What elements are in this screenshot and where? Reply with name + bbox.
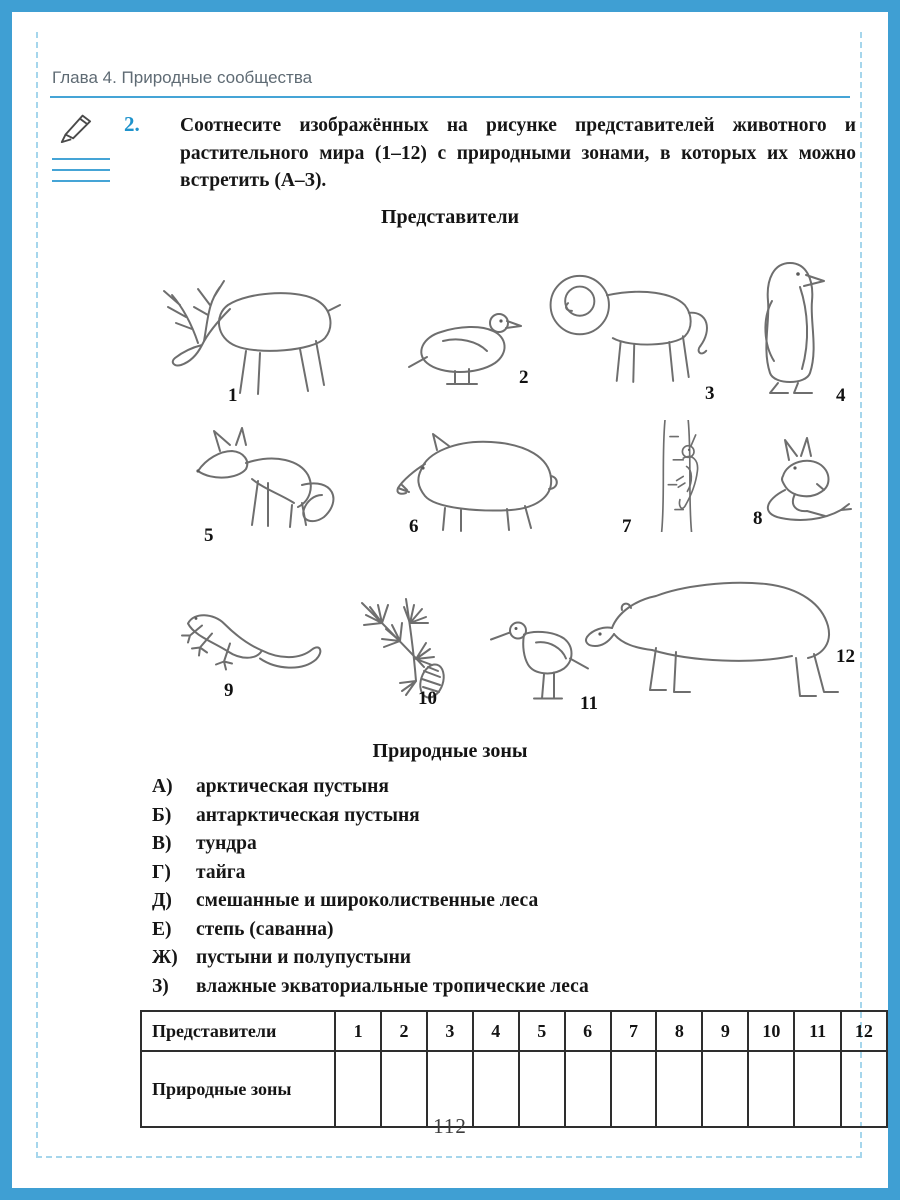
answer-col-8: 8 — [656, 1011, 702, 1051]
zone-label: смешанные и широколиственные леса — [196, 890, 539, 911]
header-rule — [50, 96, 850, 98]
figure-number: 10 — [418, 688, 437, 709]
answer-col-5: 5 — [519, 1011, 565, 1051]
page-number: 112 — [433, 1114, 467, 1138]
lizard-illustration — [172, 598, 327, 696]
lion-illustration — [535, 245, 715, 405]
answer-col-11: 11 — [794, 1011, 840, 1051]
zone-label: тайга — [196, 861, 246, 883]
polar-bear-illustration — [578, 528, 846, 716]
representatives-title: Представители — [380, 206, 520, 228]
answer-table-row1-header: Представители — [141, 1011, 335, 1051]
figure-number: 1 — [228, 385, 238, 406]
task-number: 2. — [124, 112, 140, 136]
zone-letter: Е) — [152, 918, 172, 940]
figure-number: 5 — [204, 525, 214, 546]
zone-letter: В) — [152, 833, 172, 854]
zone-item — [152, 833, 852, 862]
zone-label: арктическая пустыня — [196, 776, 389, 797]
zone-item — [152, 805, 852, 834]
zones-list — [152, 776, 852, 1004]
zone-item — [152, 776, 852, 805]
zone-item — [152, 890, 852, 919]
zone-letter: З) — [152, 975, 169, 997]
figure-number: 2 — [519, 367, 529, 388]
book-page — [12, 12, 888, 1188]
ptarmigan-illustration — [395, 305, 535, 393]
figure-ptarmigan — [395, 305, 535, 393]
figure-wild-boar — [385, 412, 565, 537]
fox-illustration — [178, 425, 343, 545]
zone-letter: Ж) — [152, 947, 178, 968]
margin-ruled-lines-icon — [52, 158, 110, 191]
zones-title: Природные зоны — [372, 740, 528, 762]
zone-letter: Г) — [152, 861, 171, 883]
figure-number: 11 — [580, 693, 598, 714]
zone-label: степь (саванна) — [196, 918, 334, 940]
chapter-header: Глава 4. Природные сообщества — [52, 68, 313, 87]
figure-number: 4 — [836, 385, 846, 406]
figure-woodpecker — [622, 420, 727, 537]
zone-item — [152, 919, 852, 948]
zone-letter: Д) — [152, 890, 172, 911]
figure-penguin — [738, 253, 846, 405]
figure-reindeer — [150, 255, 380, 405]
zone-label: антарктическая пустыня — [196, 804, 420, 826]
zone-item — [152, 976, 852, 1005]
figure-number: 9 — [224, 680, 234, 701]
answer-table — [140, 1010, 888, 1128]
answer-table-row2-header: Природные зоны — [141, 1051, 335, 1127]
zone-label: тундра — [196, 833, 257, 854]
task-text: Соотнесите изображённых на рисунке представителей животного и растительного мира (1–12) с природными зонами, в которых их можно встретить (А–З). — [180, 115, 856, 192]
figure-number: 8 — [753, 508, 763, 529]
zone-label: пустыни и полупустыни — [196, 947, 412, 968]
answer-col-10: 10 — [748, 1011, 794, 1051]
answer-col-3: 3 — [427, 1011, 473, 1051]
reindeer-illustration — [150, 255, 380, 405]
figure-number: 12 — [836, 646, 855, 667]
pencil-icon — [56, 110, 94, 149]
representatives-figures — [12, 227, 888, 732]
figure-pine-branch — [348, 588, 473, 710]
figure-fox — [178, 425, 343, 545]
figure-jerboa — [745, 432, 853, 527]
figure-number: 7 — [622, 516, 632, 537]
figure-lion — [535, 245, 715, 405]
zone-letter: А) — [152, 776, 173, 797]
answer-col-1: 1 — [335, 1011, 381, 1051]
answer-col-6: 6 — [565, 1011, 611, 1051]
pine-branch-illustration — [348, 588, 473, 710]
answer-col-12: 12 — [841, 1011, 887, 1051]
figure-number: 6 — [409, 516, 419, 537]
zone-letter: Б) — [152, 804, 172, 826]
zone-item — [152, 862, 852, 891]
penguin-illustration — [738, 253, 846, 405]
answer-col-2: 2 — [381, 1011, 427, 1051]
figure-number: 3 — [705, 383, 715, 404]
answer-col-7: 7 — [611, 1011, 657, 1051]
zone-label: влажные экваториальные тропические леса — [196, 975, 589, 997]
figure-lizard — [172, 598, 327, 701]
answer-col-9: 9 — [702, 1011, 748, 1051]
woodpecker-illustration — [632, 420, 727, 532]
zone-item — [152, 947, 852, 976]
figure-polar-bear — [578, 528, 855, 716]
dashed-guide-bottom — [36, 1156, 862, 1158]
answer-col-4: 4 — [473, 1011, 519, 1051]
